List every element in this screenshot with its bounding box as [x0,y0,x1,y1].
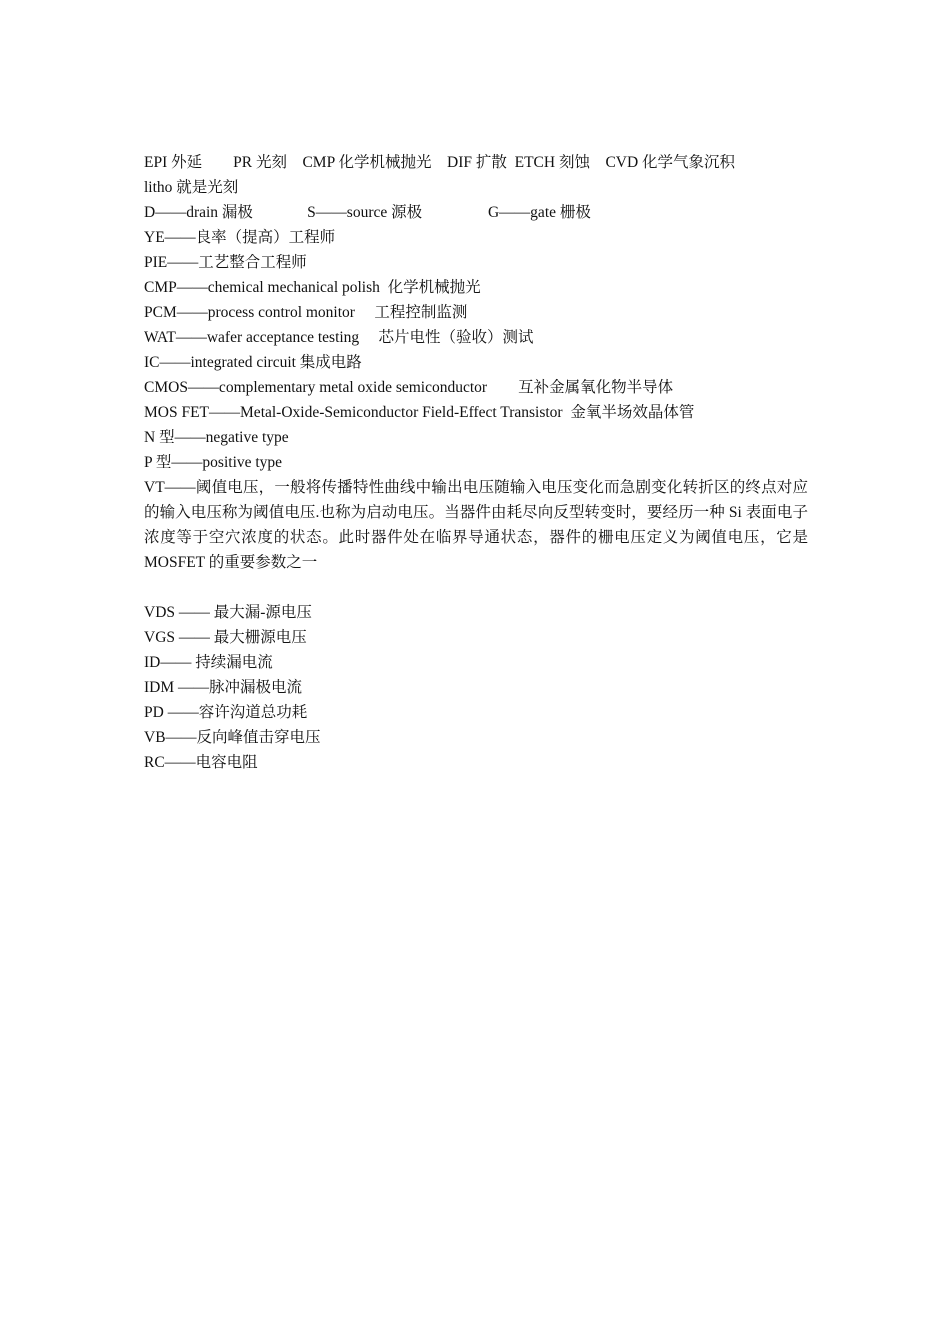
term-line-n-type: N 型——negative type [144,429,289,446]
term-line-rc: RC——电容电阻 [144,754,258,771]
term-line-pcm: PCM——process control monitor 工程控制监测 [144,304,468,321]
term-line-vgs: VGS —— 最大栅源电压 [144,629,307,646]
term-line-wat: WAT——wafer acceptance testing 芯片电性（验收）测试 [144,329,534,346]
term-line-pd: PD ——容许沟道总功耗 [144,704,308,721]
term-line-p-type: P 型——positive type [144,454,283,471]
term-line-litho: litho 就是光刻 [144,179,239,196]
term-line-process-abbreviations: EPI 外延 PR 光刻 CMP 化学机械抛光 DIF 扩散 ETCH 刻蚀 CVD 化学气象沉积 [144,154,736,171]
term-line-cmos: CMOS——complementary metal oxide semiconductor 互补金属氧化物半导体 [144,379,674,396]
document-body [144,150,808,775]
term-line-pie: PIE——工艺整合工程师 [144,254,307,271]
term-line-vb: VB——反向峰值击穿电压 [144,729,321,746]
term-line-id: ID—— 持续漏电流 [144,654,273,671]
term-line-drain-source-gate: D——drain 漏极 S——source 源极 G——gate 栅极 [144,204,591,221]
term-line-ic: IC——integrated circuit 集成电路 [144,354,362,371]
term-line-ye: YE——良率（提高）工程师 [144,229,336,246]
term-line-mosfet: MOS FET——Metal-Oxide-Semiconductor Field-Effect Transistor 金氧半场效晶体管 [144,404,695,421]
term-line-vds: VDS —— 最大漏-源电压 [144,604,312,621]
term-line-idm: IDM ——脉冲漏极电流 [144,679,303,696]
vt-definition-paragraph: VT——阈值电压，一般将传播特性曲线中输出电压随输入电压变化而急剧变化转折区的终点对应的输入电压称为阈值电压.也称为启动电压。当器件由耗尽向反型转变时，要经历一种 Si 表面电子浓度等于空穴浓度的状态。此时器件处在临界导通状态，器件的栅电压定义为阈值电压，它是 MOSFET 的重要参数之一 [144,479,808,571]
blank-line [144,575,808,600]
term-line-cmp: CMP——chemical mechanical polish 化学机械抛光 [144,279,481,296]
